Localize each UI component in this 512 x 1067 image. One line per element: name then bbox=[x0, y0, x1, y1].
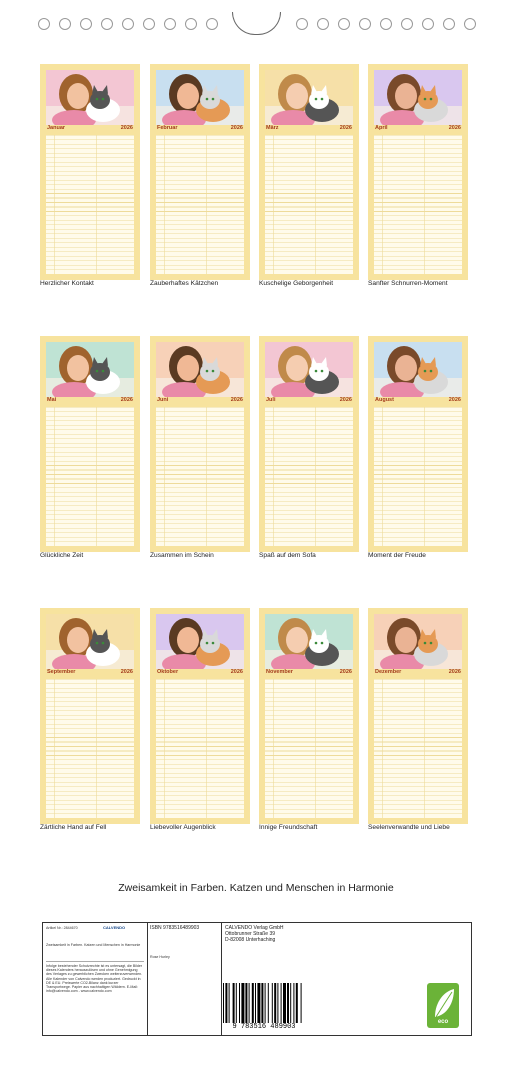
month-year: 2026 bbox=[448, 397, 461, 403]
month-photo bbox=[265, 342, 353, 397]
binding-hole bbox=[122, 18, 134, 30]
month-header bbox=[156, 397, 244, 406]
month-name: März bbox=[266, 125, 279, 131]
month-header bbox=[156, 125, 244, 134]
calendar-title: Zweisamkeit in Farben. Katzen und Menschen in Harmonie bbox=[118, 882, 394, 894]
month-photo bbox=[46, 70, 134, 125]
binding-hole bbox=[338, 18, 350, 30]
month-caption: Kuschelige Geborgenheit bbox=[259, 280, 334, 287]
month-caption: Moment der Freude bbox=[368, 552, 426, 559]
month-name: Mai bbox=[47, 397, 57, 403]
publisher-block bbox=[225, 926, 284, 943]
day-grid bbox=[265, 135, 353, 274]
binding-hole bbox=[164, 18, 176, 30]
month-year: 2026 bbox=[339, 669, 352, 675]
month-photo bbox=[156, 614, 244, 669]
month-name: August bbox=[375, 397, 394, 403]
day-grid bbox=[156, 679, 244, 818]
month-page bbox=[259, 64, 359, 280]
day-grid bbox=[46, 407, 134, 546]
month-page bbox=[368, 336, 468, 552]
publisher-city: D-82008 Unterhaching bbox=[225, 936, 276, 943]
month-name: Februar bbox=[157, 125, 178, 131]
month-page bbox=[40, 64, 140, 280]
month-name: Dezember bbox=[375, 669, 402, 675]
month-header bbox=[374, 397, 462, 406]
month-year: 2026 bbox=[120, 397, 133, 403]
binding-hole bbox=[443, 18, 455, 30]
month-photo bbox=[265, 70, 353, 125]
day-grid bbox=[374, 679, 462, 818]
legal-notice: Infolge bestehender Schutzrechte ist es untersagt, die Bilder dieses Kalenders herauszulösen und ohne Genehmigung des Verlages zu gewerblichen Zwecken weiterzuverwenden. Alle Kalender von Calvendo werden produziert. Gedruckt in DE & EU. Preiswerte CO2-Bilanz dank kurzer Transportwege. Papier aus nachhaltigen Wäldern. E-Mail: info@calvendo.com - www.calvendo.com bbox=[46, 961, 144, 993]
binding-hole bbox=[422, 18, 434, 30]
month-caption: Innige Freundschaft bbox=[259, 824, 318, 831]
month-name: Juni bbox=[157, 397, 169, 403]
isbn: ISBN 9783516489903 bbox=[150, 925, 200, 931]
author: Rose Hurley bbox=[150, 955, 170, 959]
month-caption: Spaß auf dem Sofa bbox=[259, 552, 316, 559]
month-caption: Glückliche Zeit bbox=[40, 552, 84, 559]
day-grid bbox=[265, 679, 353, 818]
month-photo bbox=[46, 614, 134, 669]
day-grid bbox=[46, 679, 134, 818]
month-name: Januar bbox=[47, 125, 66, 131]
month-year: 2026 bbox=[448, 669, 461, 675]
day-grid bbox=[374, 407, 462, 546]
month-caption: Zauberhaftes Kätzchen bbox=[150, 280, 219, 287]
binding-hole bbox=[359, 18, 371, 30]
binding-hole bbox=[185, 18, 197, 30]
barcode bbox=[223, 983, 303, 1023]
month-page bbox=[150, 64, 250, 280]
month-header bbox=[46, 669, 134, 678]
month-caption: Sanfter Schnurren-Moment bbox=[368, 280, 448, 287]
month-page bbox=[40, 608, 140, 824]
barcode-digits: 9 783516 489903 bbox=[232, 1023, 296, 1031]
month-page bbox=[368, 608, 468, 824]
month-year: 2026 bbox=[230, 669, 243, 675]
month-header bbox=[265, 669, 353, 678]
product-info-footer bbox=[42, 922, 472, 1036]
month-year: 2026 bbox=[230, 397, 243, 403]
month-photo bbox=[265, 614, 353, 669]
month-photo bbox=[156, 342, 244, 397]
article-number: Artikel Nr.: 2844670 bbox=[46, 926, 78, 930]
binding-hole bbox=[38, 18, 50, 30]
month-page bbox=[150, 608, 250, 824]
month-year: 2026 bbox=[448, 125, 461, 131]
publisher-street: Ottobrunner Straße 39 bbox=[225, 930, 276, 937]
month-page bbox=[259, 336, 359, 552]
month-name: Juli bbox=[266, 397, 276, 403]
month-name: April bbox=[375, 125, 388, 131]
binding-hole bbox=[101, 18, 113, 30]
publisher-name: CALVENDO Verlag GmbH bbox=[225, 925, 284, 931]
calvendo-logo: CALVENDO bbox=[103, 925, 126, 930]
month-header bbox=[46, 397, 134, 406]
product-title-small: Zweisamkeit in Farben. Katzen und Menschen in Harmonie bbox=[46, 943, 141, 947]
month-page bbox=[259, 608, 359, 824]
month-caption: Seelenverwandte und Liebe bbox=[368, 824, 450, 831]
month-header bbox=[374, 669, 462, 678]
month-name: November bbox=[266, 669, 293, 675]
day-grid bbox=[265, 407, 353, 546]
binding-hole bbox=[143, 18, 155, 30]
month-page bbox=[368, 64, 468, 280]
month-caption: Zärtliche Hand auf Fell bbox=[40, 824, 107, 831]
binding-hole bbox=[317, 18, 329, 30]
month-header bbox=[265, 125, 353, 134]
month-header bbox=[46, 125, 134, 134]
binding-hole bbox=[59, 18, 71, 30]
month-year: 2026 bbox=[339, 397, 352, 403]
binding-hole bbox=[206, 18, 218, 30]
binding-hole bbox=[464, 18, 476, 30]
binding-hole bbox=[296, 18, 308, 30]
day-grid bbox=[156, 135, 244, 274]
month-name: September bbox=[47, 669, 76, 675]
month-header bbox=[156, 669, 244, 678]
day-grid bbox=[46, 135, 134, 274]
month-caption: Liebevoller Augenblick bbox=[150, 824, 216, 831]
eco-text: eco bbox=[437, 1019, 449, 1025]
month-photo bbox=[374, 342, 462, 397]
month-caption: Zusammen im Schein bbox=[150, 552, 214, 559]
month-header bbox=[374, 125, 462, 134]
month-caption: Herzlicher Kontakt bbox=[40, 280, 94, 287]
footer-left-column bbox=[43, 923, 148, 1035]
binding-hole bbox=[380, 18, 392, 30]
day-grid bbox=[156, 407, 244, 546]
footer-isbn-column bbox=[147, 923, 222, 1035]
month-photo bbox=[46, 342, 134, 397]
month-year: 2026 bbox=[120, 669, 133, 675]
binding-hole bbox=[401, 18, 413, 30]
month-page bbox=[40, 336, 140, 552]
month-year: 2026 bbox=[120, 125, 133, 131]
binding-hole bbox=[80, 18, 92, 30]
month-year: 2026 bbox=[339, 125, 352, 131]
month-photo bbox=[156, 70, 244, 125]
month-photo bbox=[374, 70, 462, 125]
eco-label bbox=[427, 983, 459, 1028]
month-page bbox=[150, 336, 250, 552]
month-photo bbox=[374, 614, 462, 669]
day-grid bbox=[374, 135, 462, 274]
month-year: 2026 bbox=[230, 125, 243, 131]
month-name: Oktober bbox=[157, 669, 179, 675]
month-header bbox=[265, 397, 353, 406]
